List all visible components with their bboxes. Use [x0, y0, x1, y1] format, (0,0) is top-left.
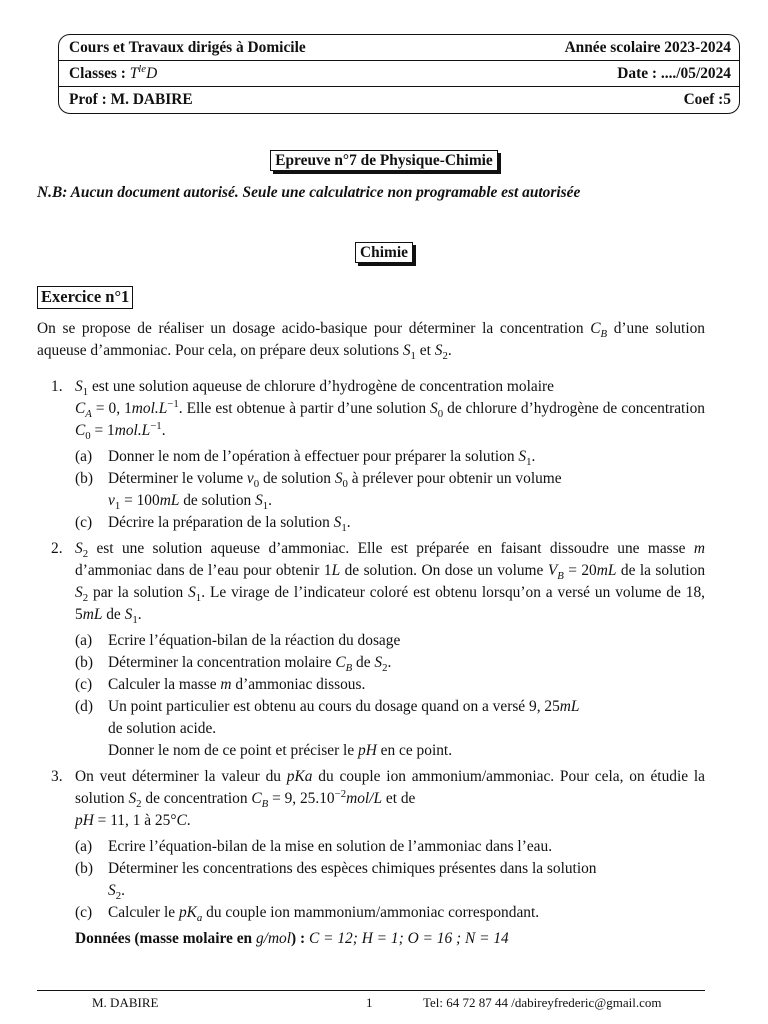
- sub-question-a: (a) Ecrire l’équation-bilan de la réaction du dosage: [75, 631, 401, 649]
- sub-question-b: (b) Déterminer la concentration molaire $C_B$ de $S_2$.: [75, 653, 392, 674]
- nb-note: N.B: Aucun document autorisé. Seule une calculatrice non programable est autorisée: [37, 184, 581, 201]
- section-title: Chimie: [355, 242, 413, 263]
- classes-label: Classes :: [69, 65, 126, 82]
- exam-title-wrap: [0, 150, 768, 172]
- data-values: C = 12; H = 1; O = 16 ; N = 14: [309, 930, 509, 948]
- question-3: 3. On veut déterminer la valeur du pKa du couple ion ammonium/ammoniac. Pour cela, on étudie la solution $S_2$ de concentration $C_B = 9$, $25.10^{-2}mol/L$ et de pH = 11, 1 à 25°C. (a) Ecrire l’équation-bilan de la mise en solution de l’ammoniac dans l’eau. (b) Déterminer les concentrations des espèces chimiques présentes dans la solution $S_2$. (c) Calculer le $pK_a$ du couple ion mammonium/ammoniac correspondant.: [51, 767, 705, 925]
- question-number: 2.: [51, 539, 63, 557]
- exercise-content: [37, 318, 705, 950]
- sub-question-a: (a) Ecrire l’équation-bilan de la mise en solution de l’ammoniac dans l’eau.: [75, 837, 553, 855]
- data-line: Données (masse molaire en g/mol) : C = 12; H = 1; O = 16 ; N = 14: [75, 930, 509, 948]
- sub-question-d: (d) Un point particulier est obtenu au cours du dosage quand on a versé 9, 25mL de solution acide. Donner le nom de ce point et préciser le pH en ce point.: [75, 697, 580, 759]
- classes: [69, 63, 157, 85]
- footer-contact: Tel: 64 72 87 44 /dabireyfrederic@gmail.com: [423, 995, 662, 1010]
- classes-sup: le: [138, 62, 147, 75]
- exam-title: Epreuve n°7 de Physique-Chimie: [270, 150, 498, 171]
- exercise-wrap: [37, 286, 133, 309]
- sub-questions: [75, 630, 705, 762]
- divider: [59, 60, 739, 61]
- header-row-2: [69, 63, 731, 85]
- question-number: 1.: [51, 377, 63, 395]
- date: Date : ..../05/2024: [617, 65, 731, 82]
- section-wrap: [0, 242, 768, 264]
- sub-question-b: (b) Déterminer le volume $v_0$ de solution $S_0$ à prélever pour obtenir un volume $v_1 = 100mL$ de solution $S_1$.: [75, 469, 562, 512]
- school-year: Année scolaire 2023-2024: [564, 39, 731, 56]
- header-box: [58, 34, 740, 114]
- sub-questions: [75, 836, 705, 924]
- classes-value: T: [129, 65, 139, 82]
- question-1: 1. $S_1$ est une solution aqueuse de chlorure d’hydrogène de concentration molaire $C_A = 0$, $1mol.L^{-1}$. Elle est obtenue à partir d’une solution $S_0$ de chlorure d’hydrogène de concentration $C_0 = 1mol.L^{-1}$. (a) Donner le nom de l’opération à effectuer pour préparer la solution $S_1$. (b) Déterminer le volume $v_0$ de solution $S_0$ à prélever pour obtenir un volume $v_1 = 100mL$ de solution $S_1$. (c) Décrire la préparation de la solution $S_1$.: [51, 377, 706, 534]
- sub-question-a: (a) Donner le nom de l’opération à effectuer pour préparer la solution $S_1$.: [75, 447, 536, 468]
- sub-question-c: (c) Décrire la préparation de la solution $S_1$.: [75, 513, 351, 534]
- footer-author: M. DABIRE: [92, 995, 159, 1010]
- footer-divider: [37, 990, 705, 991]
- exercise-title: Exercice n°1: [37, 286, 133, 309]
- page-number: 1: [366, 995, 373, 1010]
- prof: Prof : M. DABIRE: [69, 91, 193, 108]
- question-2: 2. $S_2$ est une solution aqueuse d’ammoniac. Elle est préparée en faisant dissoudre une masse m d’ammoniac dans de l’eau pour obtenir 1L de solution. On dose un volume $V_B = 20mL$ de la solution $S_2$ par la solution $S_1$. Le virage de l’indicateur coloré est obtenu lorsqu’on a versé un volume de 18, 5mL de $S_1$. (a) Ecrire l’équation-bilan de la réaction du dosage (b) Déterminer la concentration molaire $C_B$ de $S_2$. (c) Calculer la masse m d’ammoniac dissous. (d) Un point particulier est obtenu au cours du dosage quand on a versé 9, 25mL de solution acide. Donner le nom de ce point et préciser le pH en ce point.: [37, 538, 705, 762]
- header-row-3: [69, 89, 731, 111]
- sub-question-c: (c) Calculer la masse m d’ammoniac dissous.: [75, 675, 366, 693]
- sub-question-c: (c) Calculer le $pK_a$ du couple ion mammonium/ammoniac correspondant.: [75, 904, 540, 925]
- sub-question-b: (b) Déterminer les concentrations des espèces chimiques présentes dans la solution $S_2$.: [75, 859, 597, 903]
- question-number: 3.: [51, 767, 63, 785]
- course-title: Cours et Travaux dirigés à Domicile: [69, 39, 306, 56]
- classes-suffix: D: [146, 65, 158, 82]
- sub-questions: [75, 446, 705, 534]
- divider: [59, 86, 739, 87]
- header-row-1: [69, 37, 731, 59]
- intro-paragraph: On se propose de réaliser un dosage acido-basique pour déterminer la concentration $C_B$ d’une solution aqueuse d’ammoniac. Pour cela, on prépare deux solutions $S_1$ et $S_2$.: [37, 320, 705, 363]
- coef: Coef :5: [683, 91, 731, 108]
